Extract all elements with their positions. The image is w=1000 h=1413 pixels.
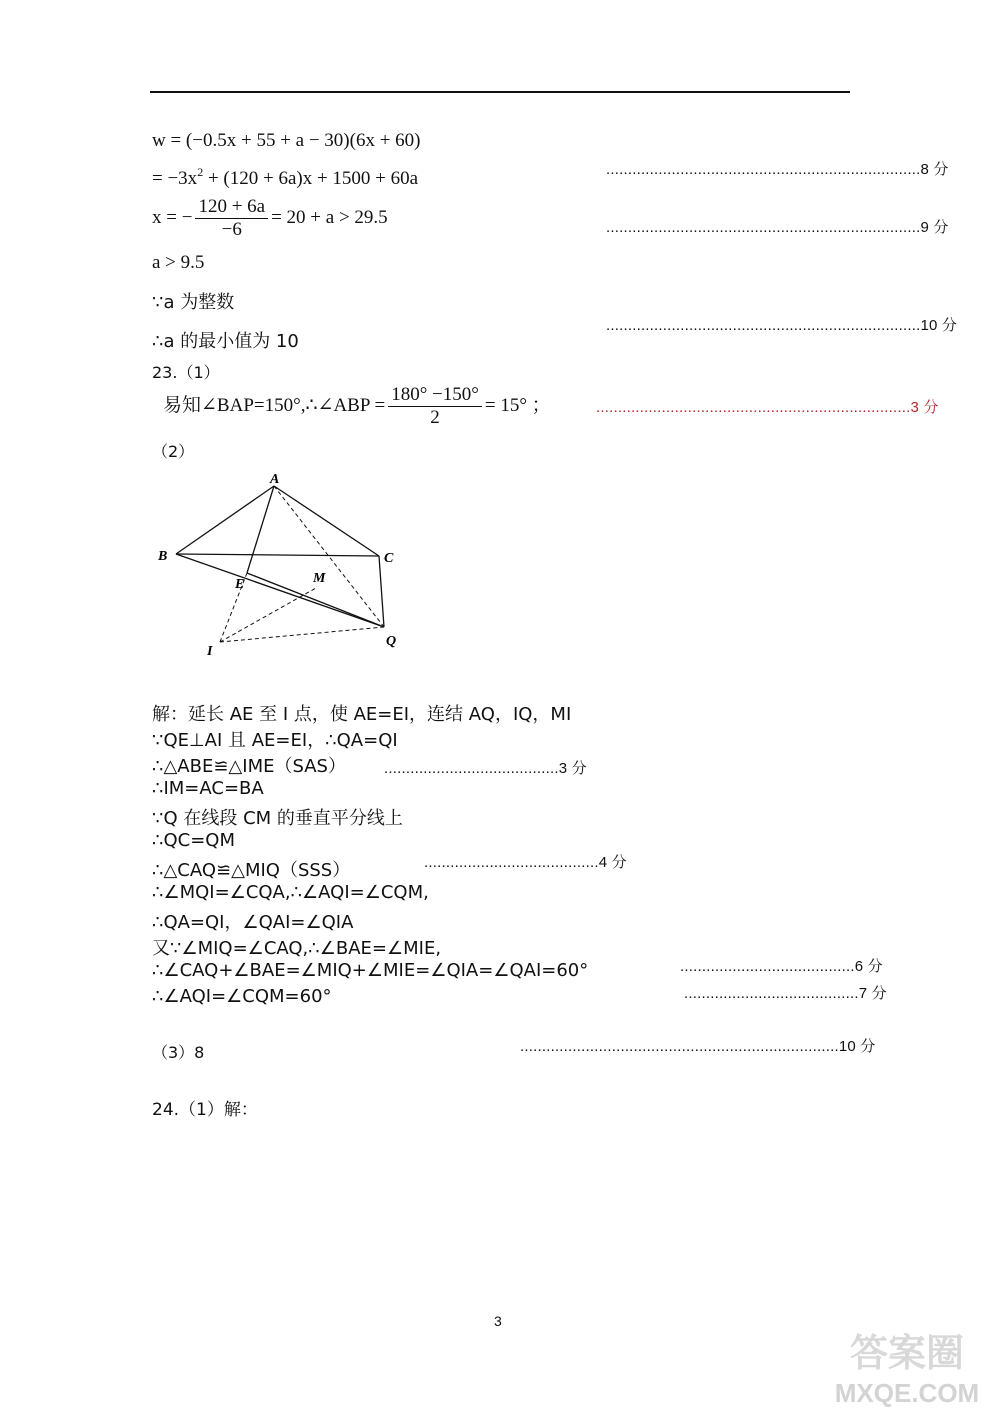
sol-line-11: ∴∠CAQ+∠BAE=∠MIQ+∠MIE=∠QIA=∠QAI=60° [152, 960, 589, 981]
label-E: E [235, 577, 245, 592]
label-M: M [313, 571, 326, 586]
q24-header: 24.（1）解： [152, 1100, 258, 1120]
q23-part2-label: （2） [152, 442, 195, 461]
header-rule [150, 91, 850, 93]
score-sol-6: ........................................6 分 [680, 958, 883, 975]
sol-line-2: ∵QE⊥AI 且 AE=EI，∴QA=QI [152, 730, 398, 751]
label-C: C [384, 551, 394, 566]
segment-IM-dashed [220, 588, 316, 642]
label-I: I [207, 644, 213, 659]
sol-line-6: ∴QC=QM [152, 830, 235, 851]
page-number: 3 [494, 1313, 502, 1329]
sol-line-5: ∵Q 在线段 CM 的垂直平分线上 [152, 808, 403, 829]
sol-line-12: ∴∠AQI=∠CQM=60° [152, 986, 332, 1007]
q22-line4: a > 9.5 [152, 252, 205, 273]
q23-header: 23.（1） [152, 363, 220, 382]
q23-part3: （3）8 [152, 1043, 205, 1062]
sol-line-3: ∴△ABE≌△IME（SAS） [152, 756, 346, 777]
sol-line-9: ∴QA=QI，∠QAI=∠QIA [152, 912, 354, 933]
segment-BC [176, 554, 379, 556]
label-B: B [158, 549, 168, 564]
score-sol-3: ........................................3 分 [384, 760, 587, 777]
sol-line-4: ∴IM=AC=BA [152, 778, 264, 799]
q22-line2: = $-3x^2 + (120 + 6a)x + 1500 + 60a$ [152, 165, 419, 189]
score-sol-7: ........................................7 分 [684, 985, 887, 1002]
segment-BA [176, 486, 274, 554]
score-sol-4: ........................................4 分 [424, 854, 627, 871]
score-10: ........................................................................10 分 [606, 317, 958, 334]
sol-line-7: ∴△CAQ≌△MIQ（SSS） [152, 860, 351, 881]
q22-line6: ∴a 的最小值为 10 [152, 331, 299, 352]
q22-line3: x = − $\frac{120 + 6a}{-6}$ = 20 + a > 29.5 [152, 196, 388, 240]
score-3-red: ........................................................................3 分 [596, 399, 939, 416]
segment-AC [274, 486, 379, 556]
segment-AE [247, 486, 274, 573]
watermark-bottom-text: MXQE.COM [834, 1378, 980, 1408]
score-part3-10: .........................................................................10 分 [520, 1038, 876, 1055]
score-8: ........................................................................8 分 [606, 161, 949, 178]
label-A: A [270, 472, 280, 487]
sol-line-8: ∴∠MQI=∠CQA,∴∠AQI=∠CQM, [152, 882, 429, 903]
segment-BQ [176, 554, 384, 627]
q23-part1-line: 易知∠BAP=150°,∴∠ABP = $\frac{180^\circ -150^\circ}{2}$ = 15° ； [163, 384, 551, 428]
watermark-logo [822, 1322, 992, 1408]
geometry-figure [150, 470, 420, 665]
segment-IQ-dashed [220, 627, 384, 642]
watermark-top-text: 答案圈 [849, 1331, 965, 1375]
label-Q: Q [386, 634, 397, 649]
segment-CQ [379, 556, 384, 627]
sol-line-10: 又∵∠MIQ=∠CAQ,∴∠BAE=∠MIE, [152, 938, 442, 959]
score-9: ........................................................................9 分 [606, 219, 949, 236]
q22-line1: w = (−0.5x + 55 + a − 30)(6x + 60) [152, 130, 421, 151]
sol-line-1: 解：延长 AE 至 I 点，使 AE=EI，连结 AQ，IQ，MI [152, 704, 572, 725]
q22-line5: ∵a 为整数 [152, 292, 235, 313]
